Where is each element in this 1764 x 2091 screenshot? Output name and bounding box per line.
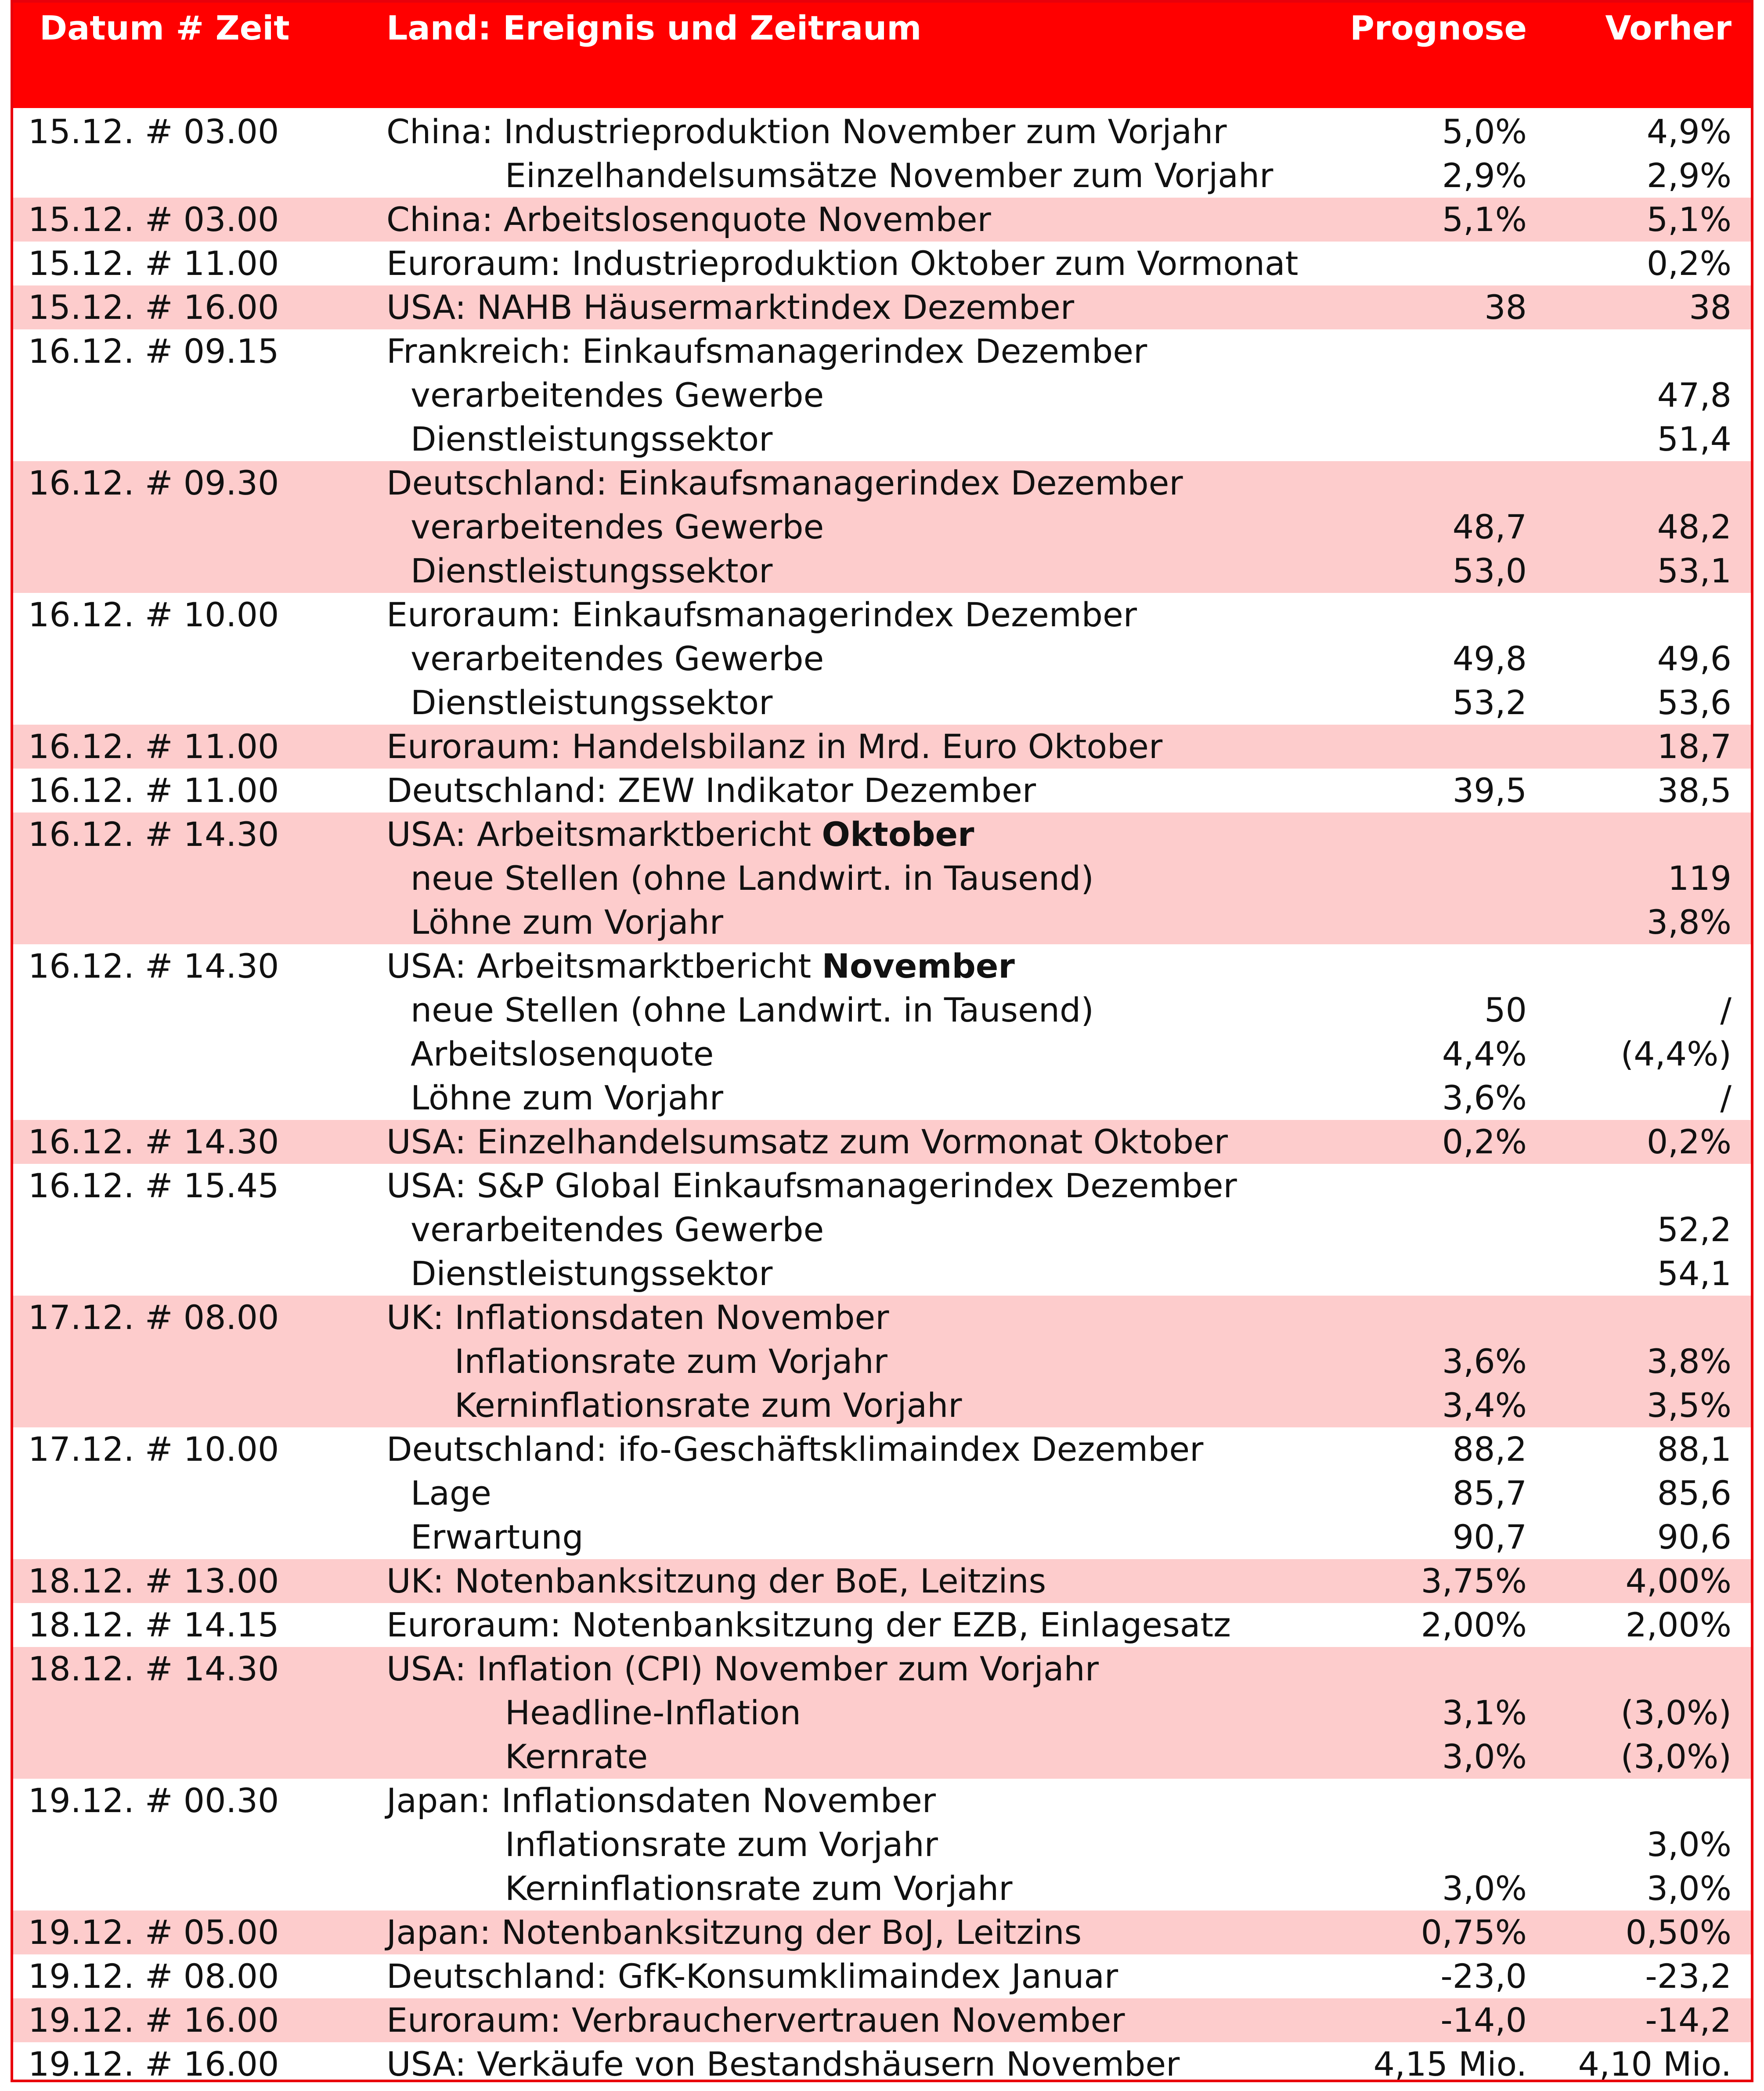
event-text: Dienstleistungssektor bbox=[411, 683, 773, 722]
forecast-cell: 3,6% bbox=[1442, 1342, 1527, 1381]
date-time-cell: 16.12. # 14.30 bbox=[28, 815, 279, 854]
event-cell bbox=[386, 110, 1227, 154]
table-row bbox=[13, 2042, 1751, 2086]
row-line bbox=[13, 2042, 1751, 2086]
previous-cell: 47,8 bbox=[1657, 376, 1732, 415]
row-line bbox=[13, 769, 1751, 813]
event-cell bbox=[411, 856, 1094, 900]
table-row bbox=[13, 1647, 1751, 1779]
row-line bbox=[13, 593, 1751, 637]
row-line bbox=[13, 1823, 1751, 1867]
row-line bbox=[13, 944, 1751, 988]
row-line bbox=[13, 1998, 1751, 2042]
event-cell bbox=[386, 2042, 1180, 2086]
event-text: UK: Notenbanksitzung der BoE, Leitzins bbox=[386, 1561, 1046, 1600]
table-row bbox=[13, 1998, 1751, 2042]
previous-cell: 3,8% bbox=[1646, 1342, 1732, 1381]
table-row bbox=[13, 1603, 1751, 1647]
previous-cell: -23,2 bbox=[1645, 1957, 1732, 1996]
row-line bbox=[13, 1120, 1751, 1164]
row-line bbox=[13, 1647, 1751, 1691]
event-text: verarbeitendes Gewerbe bbox=[411, 1210, 824, 1249]
table-row bbox=[13, 1779, 1751, 1910]
previous-cell: -14,2 bbox=[1645, 2001, 1732, 2040]
previous-cell: 2,00% bbox=[1625, 1605, 1732, 1644]
forecast-cell: 3,1% bbox=[1442, 1693, 1527, 1732]
forecast-cell: 53,0 bbox=[1452, 551, 1527, 590]
event-text: Lage bbox=[411, 1473, 491, 1513]
forecast-cell: 90,7 bbox=[1452, 1517, 1527, 1557]
table-row bbox=[13, 285, 1751, 329]
row-line bbox=[13, 681, 1751, 725]
row-line bbox=[13, 1867, 1751, 1910]
event-cell bbox=[386, 593, 1137, 637]
previous-cell: 38 bbox=[1689, 288, 1732, 327]
date-time-cell: 15.12. # 11.00 bbox=[28, 244, 279, 283]
event-text: Japan: Notenbanksitzung der BoJ, Leitzins bbox=[386, 1913, 1082, 1952]
row-line bbox=[13, 988, 1751, 1032]
event-cell bbox=[505, 1691, 801, 1735]
table-row bbox=[13, 1296, 1751, 1427]
forecast-cell: 0,2% bbox=[1442, 1122, 1527, 1161]
event-cell bbox=[411, 681, 772, 725]
row-line bbox=[13, 1603, 1751, 1647]
event-cell bbox=[386, 1998, 1125, 2042]
event-text: USA: Inflation (CPI) November zum Vorjahr bbox=[386, 1649, 1099, 1688]
previous-cell: 3,5% bbox=[1646, 1386, 1732, 1425]
date-time-cell: 18.12. # 14.30 bbox=[28, 1649, 279, 1688]
event-text: Deutschland: ZEW Indikator Dezember bbox=[386, 771, 1036, 810]
event-cell bbox=[386, 1647, 1099, 1691]
previous-cell: / bbox=[1720, 1078, 1732, 1117]
event-cell bbox=[505, 1823, 938, 1867]
event-cell bbox=[386, 1120, 1228, 1164]
row-line bbox=[13, 1559, 1751, 1603]
forecast-cell: 50 bbox=[1484, 990, 1527, 1029]
previous-cell: 88,1 bbox=[1657, 1430, 1732, 1469]
forecast-cell: 3,4% bbox=[1442, 1386, 1527, 1425]
event-cell bbox=[455, 1340, 887, 1383]
row-line bbox=[13, 549, 1751, 593]
row-line bbox=[13, 725, 1751, 769]
forecast-cell: 49,8 bbox=[1452, 639, 1527, 678]
header-forecast: Prognose bbox=[1350, 8, 1527, 47]
table-row bbox=[13, 813, 1751, 944]
header-previous: Vorher bbox=[1605, 8, 1732, 47]
previous-cell: (3,0%) bbox=[1620, 1693, 1732, 1732]
event-cell bbox=[386, 1427, 1203, 1471]
event-text: Löhne zum Vorjahr bbox=[411, 1078, 723, 1117]
forecast-cell: 4,15 Mio. bbox=[1373, 2044, 1527, 2084]
event-period-bold: November bbox=[822, 946, 1015, 986]
event-text: USA: S&P Global Einkaufsmanagerindex Dezember bbox=[386, 1166, 1237, 1205]
event-text: USA: NAHB Häusermarktindex Dezember bbox=[386, 288, 1075, 327]
row-line bbox=[13, 154, 1751, 198]
table-row bbox=[13, 329, 1751, 461]
event-text: Dienstleistungssektor bbox=[411, 1254, 773, 1293]
table-row bbox=[13, 1164, 1751, 1296]
forecast-cell: 5,0% bbox=[1442, 112, 1527, 151]
forecast-cell: 4,4% bbox=[1442, 1034, 1527, 1073]
event-cell bbox=[411, 1076, 723, 1120]
event-text: China: Industrieproduktion November zum Vorjahr bbox=[386, 112, 1227, 151]
event-text: China: Arbeitslosenquote November bbox=[386, 200, 991, 239]
previous-cell: 51,4 bbox=[1657, 419, 1732, 459]
row-line bbox=[13, 900, 1751, 944]
event-cell bbox=[505, 154, 1273, 198]
date-time-cell: 19.12. # 16.00 bbox=[28, 2044, 279, 2084]
date-time-cell: 16.12. # 15.45 bbox=[28, 1166, 279, 1205]
event-cell bbox=[411, 1515, 584, 1559]
row-line bbox=[13, 813, 1751, 856]
event-text: Inflationsrate zum Vorjahr bbox=[505, 1825, 938, 1864]
event-cell bbox=[505, 1735, 648, 1779]
date-time-cell: 19.12. # 08.00 bbox=[28, 1957, 279, 1996]
row-line bbox=[13, 1208, 1751, 1252]
previous-cell: (4,4%) bbox=[1620, 1034, 1732, 1073]
event-text: Euroraum: Industrieproduktion Oktober zum Vormonat bbox=[386, 244, 1299, 283]
event-text: Headline-Inflation bbox=[505, 1693, 801, 1732]
event-text: verarbeitendes Gewerbe bbox=[411, 639, 824, 678]
event-text: verarbeitendes Gewerbe bbox=[411, 507, 824, 546]
forecast-cell: -23,0 bbox=[1440, 1957, 1527, 1996]
event-cell bbox=[386, 1910, 1082, 1954]
date-time-cell: 16.12. # 09.30 bbox=[28, 463, 279, 502]
row-line bbox=[13, 1032, 1751, 1076]
row-line bbox=[13, 856, 1751, 900]
forecast-cell: 39,5 bbox=[1452, 771, 1527, 810]
previous-cell: 4,10 Mio. bbox=[1578, 2044, 1732, 2084]
forecast-cell: 3,75% bbox=[1421, 1561, 1527, 1600]
row-line bbox=[13, 242, 1751, 285]
event-text: neue Stellen (ohne Landwirt. in Tausend) bbox=[411, 859, 1094, 898]
previous-cell: 90,6 bbox=[1657, 1517, 1732, 1557]
event-text: Kerninflationsrate zum Vorjahr bbox=[505, 1869, 1013, 1908]
event-cell bbox=[411, 417, 772, 461]
previous-cell: 85,6 bbox=[1657, 1473, 1732, 1513]
date-time-cell: 16.12. # 11.00 bbox=[28, 771, 279, 810]
previous-cell: 119 bbox=[1667, 859, 1732, 898]
previous-cell: 38,5 bbox=[1657, 771, 1732, 810]
event-text: Deutschland: ifo-Geschäftsklimaindex Dezember bbox=[386, 1430, 1204, 1469]
table-row bbox=[13, 110, 1751, 198]
event-text: Euroraum: Handelsbilanz in Mrd. Euro Oktober bbox=[386, 727, 1163, 766]
date-time-cell: 16.12. # 14.30 bbox=[28, 946, 279, 986]
event-cell bbox=[411, 505, 824, 549]
date-time-cell: 16.12. # 10.00 bbox=[28, 595, 279, 634]
event-cell bbox=[386, 461, 1183, 505]
previous-cell: 53,1 bbox=[1657, 551, 1732, 590]
event-cell bbox=[386, 329, 1147, 373]
row-line bbox=[13, 110, 1751, 154]
table-row bbox=[13, 1954, 1751, 1998]
row-line bbox=[13, 1252, 1751, 1296]
previous-cell: 54,1 bbox=[1657, 1254, 1732, 1293]
date-time-cell: 19.12. # 00.30 bbox=[28, 1781, 279, 1820]
table-row bbox=[13, 461, 1751, 593]
forecast-cell: 2,00% bbox=[1421, 1605, 1527, 1644]
previous-cell: 53,6 bbox=[1657, 683, 1732, 722]
event-cell bbox=[411, 1032, 714, 1076]
row-line bbox=[13, 1691, 1751, 1735]
date-time-cell: 15.12. # 03.00 bbox=[28, 200, 279, 239]
event-text: Euroraum: Einkaufsmanagerindex Dezember bbox=[386, 595, 1137, 634]
event-text: Euroraum: Notenbanksitzung der EZB, Einlagesatz bbox=[386, 1605, 1231, 1644]
event-cell bbox=[411, 637, 824, 681]
event-text: Deutschland: Einkaufsmanagerindex Dezember bbox=[386, 463, 1183, 502]
forecast-cell: 2,9% bbox=[1442, 156, 1527, 195]
previous-cell: 0,50% bbox=[1625, 1913, 1732, 1952]
previous-cell: 3,0% bbox=[1646, 1825, 1732, 1864]
event-cell bbox=[386, 944, 1015, 988]
event-cell bbox=[386, 285, 1074, 329]
event-text: USA: Arbeitsmarktbericht bbox=[386, 946, 822, 986]
event-period-bold: Oktober bbox=[822, 815, 974, 854]
forecast-cell: 38 bbox=[1484, 288, 1527, 327]
event-cell bbox=[386, 1954, 1118, 1998]
date-time-cell: 16.12. # 11.00 bbox=[28, 727, 279, 766]
row-line bbox=[13, 1383, 1751, 1427]
event-cell bbox=[386, 1559, 1046, 1603]
row-line bbox=[13, 1296, 1751, 1340]
event-cell bbox=[386, 725, 1162, 769]
previous-cell: 4,00% bbox=[1625, 1561, 1732, 1600]
event-text: Erwartung bbox=[411, 1517, 584, 1557]
previous-cell: 0,2% bbox=[1646, 1122, 1732, 1161]
previous-cell: (3,0%) bbox=[1620, 1737, 1732, 1776]
event-text: Löhne zum Vorjahr bbox=[411, 903, 723, 942]
row-line bbox=[13, 1427, 1751, 1471]
event-text: Arbeitslosenquote bbox=[411, 1034, 714, 1073]
table-row bbox=[13, 769, 1751, 813]
previous-cell: 4,9% bbox=[1646, 112, 1732, 151]
forecast-cell: 88,2 bbox=[1452, 1430, 1527, 1469]
row-line bbox=[13, 417, 1751, 461]
table-row bbox=[13, 1120, 1751, 1164]
previous-cell: 52,2 bbox=[1657, 1210, 1732, 1249]
event-text: UK: Inflationsdaten November bbox=[386, 1298, 889, 1337]
event-text: USA: Einzelhandelsumsatz zum Vormonat Oktober bbox=[386, 1122, 1228, 1161]
date-time-cell: 17.12. # 08.00 bbox=[28, 1298, 279, 1337]
date-time-cell: 16.12. # 14.30 bbox=[28, 1122, 279, 1161]
event-text: Dienstleistungssektor bbox=[411, 551, 773, 590]
row-line bbox=[13, 329, 1751, 373]
previous-cell: 2,9% bbox=[1646, 156, 1732, 195]
row-line bbox=[13, 461, 1751, 505]
event-cell bbox=[411, 1471, 491, 1515]
row-line bbox=[13, 637, 1751, 681]
event-text: verarbeitendes Gewerbe bbox=[411, 376, 824, 415]
event-text: Frankreich: Einkaufsmanagerindex Dezember bbox=[386, 332, 1147, 371]
row-line bbox=[13, 1735, 1751, 1779]
event-cell bbox=[411, 1252, 772, 1296]
forecast-cell: 3,0% bbox=[1442, 1869, 1527, 1908]
previous-cell: 0,2% bbox=[1646, 244, 1732, 283]
table-row bbox=[13, 944, 1751, 1120]
row-line bbox=[13, 505, 1751, 549]
date-time-cell: 15.12. # 16.00 bbox=[28, 288, 279, 327]
forecast-cell: -14,0 bbox=[1440, 2001, 1527, 2040]
event-cell bbox=[411, 988, 1094, 1032]
table-row bbox=[13, 725, 1751, 769]
row-line bbox=[13, 1954, 1751, 1998]
economic-calendar-table bbox=[11, 0, 1753, 2082]
event-cell bbox=[386, 769, 1036, 813]
forecast-cell: 5,1% bbox=[1442, 200, 1527, 239]
previous-cell: / bbox=[1720, 990, 1732, 1029]
table-row bbox=[13, 242, 1751, 285]
header-event: Land: Ereignis und Zeitraum bbox=[386, 8, 922, 47]
forecast-cell: 85,7 bbox=[1452, 1473, 1527, 1513]
row-line bbox=[13, 1164, 1751, 1208]
event-cell bbox=[386, 813, 974, 856]
forecast-cell: 0,75% bbox=[1421, 1913, 1527, 1952]
event-cell bbox=[411, 900, 723, 944]
previous-cell: 49,6 bbox=[1657, 639, 1732, 678]
table-header bbox=[13, 3, 1751, 108]
row-line bbox=[13, 1515, 1751, 1559]
event-text: Einzelhandelsumsätze November zum Vorjahr bbox=[505, 156, 1273, 195]
event-cell bbox=[411, 549, 772, 593]
forecast-cell: 53,2 bbox=[1452, 683, 1527, 722]
date-time-cell: 16.12. # 09.15 bbox=[28, 332, 279, 371]
event-cell bbox=[386, 1296, 889, 1340]
row-line bbox=[13, 373, 1751, 417]
previous-cell: 3,0% bbox=[1646, 1869, 1732, 1908]
row-line bbox=[13, 285, 1751, 329]
date-time-cell: 18.12. # 14.15 bbox=[28, 1605, 279, 1644]
event-text: Dienstleistungssektor bbox=[411, 419, 773, 459]
forecast-cell: 3,6% bbox=[1442, 1078, 1527, 1117]
table-row bbox=[13, 593, 1751, 725]
date-time-cell: 18.12. # 13.00 bbox=[28, 1561, 279, 1600]
event-cell bbox=[386, 1164, 1237, 1208]
event-text: Deutschland: GfK-Konsumklimaindex Januar bbox=[386, 1957, 1118, 1996]
forecast-cell: 3,0% bbox=[1442, 1737, 1527, 1776]
event-text: Euroraum: Verbrauchervertrauen November bbox=[386, 2001, 1125, 2040]
event-cell bbox=[411, 373, 824, 417]
event-text: neue Stellen (ohne Landwirt. in Tausend) bbox=[411, 990, 1094, 1029]
table-body bbox=[13, 110, 1751, 2086]
row-line bbox=[13, 1076, 1751, 1120]
event-cell bbox=[386, 1779, 936, 1823]
event-cell bbox=[386, 1603, 1231, 1647]
row-line bbox=[13, 1340, 1751, 1383]
event-cell bbox=[455, 1383, 962, 1427]
header-date-time: Datum # Zeit bbox=[40, 8, 290, 47]
previous-cell: 5,1% bbox=[1646, 200, 1732, 239]
event-cell bbox=[411, 1208, 824, 1252]
table-row bbox=[13, 1910, 1751, 1954]
event-cell bbox=[386, 198, 991, 242]
previous-cell: 3,8% bbox=[1646, 903, 1732, 942]
event-cell bbox=[386, 242, 1298, 285]
event-text: Kernrate bbox=[505, 1737, 648, 1776]
row-line bbox=[13, 1910, 1751, 1954]
table-row bbox=[13, 198, 1751, 242]
event-text: Japan: Inflationsdaten November bbox=[386, 1781, 936, 1820]
row-line bbox=[13, 1471, 1751, 1515]
event-cell bbox=[505, 1867, 1013, 1910]
event-text: Kerninflationsrate zum Vorjahr bbox=[455, 1386, 962, 1425]
event-text: USA: Arbeitsmarktbericht bbox=[386, 815, 822, 854]
event-text: Inflationsrate zum Vorjahr bbox=[455, 1342, 887, 1381]
row-line bbox=[13, 1779, 1751, 1823]
table-row bbox=[13, 1427, 1751, 1559]
previous-cell: 48,2 bbox=[1657, 507, 1732, 546]
date-time-cell: 17.12. # 10.00 bbox=[28, 1430, 279, 1469]
forecast-cell: 48,7 bbox=[1452, 507, 1527, 546]
date-time-cell: 19.12. # 05.00 bbox=[28, 1913, 279, 1952]
event-text: USA: Verkäufe von Bestandshäusern November bbox=[386, 2044, 1180, 2084]
date-time-cell: 19.12. # 16.00 bbox=[28, 2001, 279, 2040]
previous-cell: 18,7 bbox=[1657, 727, 1732, 766]
table-row bbox=[13, 1559, 1751, 1603]
date-time-cell: 15.12. # 03.00 bbox=[28, 112, 279, 151]
row-line bbox=[13, 198, 1751, 242]
